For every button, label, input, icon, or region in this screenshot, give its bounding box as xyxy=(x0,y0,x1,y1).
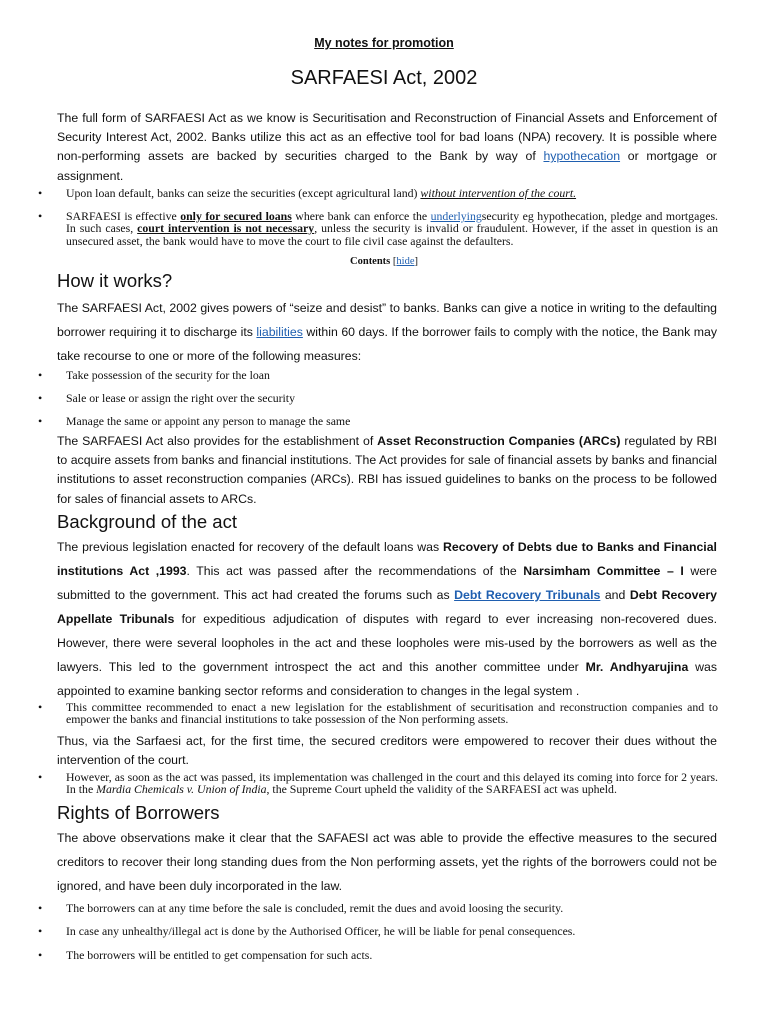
background-paragraph xyxy=(57,535,717,703)
rights-bullet-1 xyxy=(38,902,718,914)
bullet-icon: • xyxy=(38,901,43,915)
paragraph-text: for expeditious adjudication of disputes with regard to ever increasing non-recovered dues. However, there were several loopholes in the act and these loopholes were mis-used by the borrowers as well as the lawyers. This led to the government introspect the act and this another committee under xyxy=(57,612,717,674)
bullet-text: However, as soon as the act was passed, its implementation was challenged in the court and this delayed its coming into force for 2 years. In the xyxy=(66,770,718,797)
bracket: ] xyxy=(414,256,418,267)
bullet-icon: • xyxy=(38,391,43,405)
bullet-text: Sale or lease or assign the right over the security xyxy=(66,391,295,405)
bullet-emphasis: only for secured loans xyxy=(180,209,292,223)
section-heading-background: Background of the act xyxy=(57,511,237,532)
bullet-emphasis: without intervention of the court. xyxy=(420,186,577,200)
bullet-text: In case any unhealthy/illegal act is done by the Authorised Officer, he will be liable for penal consequences. xyxy=(66,924,576,938)
paragraph-emphasis: Asset Reconstruction Companies (ARCs) xyxy=(377,434,621,448)
sarfaesi-empowered-paragraph: Thus, via the Sarfaesi act, for the first time, the secured creditors were empowered to recover their dues without the intervention of the court. xyxy=(57,734,717,768)
implementation-bullet xyxy=(38,771,718,796)
section-heading-how-it-works: How it works? xyxy=(57,270,173,291)
intro-text-end: or mortgage or assignment. xyxy=(57,149,717,183)
intro-bullet-2 xyxy=(38,210,718,247)
bullet-text: where bank can enforce the xyxy=(291,209,431,223)
bullet-icon: • xyxy=(38,368,43,382)
paragraph-text: The SARFAESI Act, 2002 gives powers of “seize and desist” to banks. Banks can give a notice in writing to the defaulting borrower requiring it to discharge its xyxy=(57,301,717,339)
arc-paragraph xyxy=(57,432,717,509)
underlying-link[interactable]: underlying xyxy=(430,209,482,223)
bullet-text: The borrowers can at any time before the sale is concluded, remit the dues and avoid loosing the security. xyxy=(66,901,564,915)
bullet-text: SARFAESI is effective xyxy=(66,209,181,223)
liabilities-link[interactable]: liabilities xyxy=(256,325,303,339)
bullet-icon: • xyxy=(38,948,43,962)
bullet-text: This committee recommended to enact a new legislation for the establishment of securitisation and reconstruction companies and to empower the banks and financial institutions to take possession of the Non performing assets. xyxy=(66,700,718,727)
intro-paragraph xyxy=(57,109,717,186)
intro-text: The full form of SARFAESI Act as we know is Securitisation and Reconstruction of Financial Assets and Enforcement of Security Interest Act, 2002. Banks utilize this act as an effective tool for bad loans (NPA) recovery. It is possible where non-performing assets are backed by securities charged to the Bank by way of xyxy=(57,111,717,164)
paragraph-text: and xyxy=(600,588,630,602)
paragraph-text: regulated by RBI to acquire assets from banks and financial institutions. The Act provides for sale of financial assets by banks and financial institutions to asset reconstruction companies (ARCs). RBI has issued guidelines to banks on the process to be followed for sales of financial assets to ARCs. xyxy=(57,434,717,506)
note-title: My notes for promotion xyxy=(314,36,454,50)
bullet-icon: • xyxy=(38,414,43,428)
bullet-text: , unless the security is invalid or fraudulent. However, if the asset in question is an unsecured asset, the bank would have to move the court to file civil case against the defaulters. xyxy=(66,221,719,248)
paragraph-emphasis: Mr. Andhyarujina xyxy=(585,660,689,674)
bullet-icon: • xyxy=(38,924,43,938)
contents-toc xyxy=(0,256,768,267)
case-name: Mardia Chemicals v. Union of India xyxy=(96,782,267,797)
bullet-icon: • xyxy=(38,770,43,784)
paragraph-text: were submitted to the government. This act had created the forums such as xyxy=(57,564,717,602)
bullet-text: The borrowers will be entitled to get compensation for such acts. xyxy=(66,948,373,962)
debt-recovery-tribunals-link[interactable]: Debt Recovery Tribunals xyxy=(454,588,601,602)
bullet-text: Manage the same or appoint any person to manage the same xyxy=(66,414,351,428)
rights-paragraph: The above observations make it clear that the SAFAESI act was able to provide the effective measures to the secured creditors to recover their long standing dues from the Non performing assets, yet the rights of the borrowers could not be ignored, and have been duly incorporated in the law. xyxy=(57,831,717,893)
bullet-text: security eg hypothecation, pledge and mortgages. In such cases, xyxy=(66,209,718,236)
section-heading-rights: Rights of Borrowers xyxy=(57,802,220,823)
bullet-icon: • xyxy=(38,700,43,714)
paragraph-text: within 60 days. If the borrower fails to comply with the notice, the Bank may take recourse to one or more of the following measures: xyxy=(57,325,717,363)
how-it-works-paragraph xyxy=(57,296,717,368)
measure-bullet-2 xyxy=(38,392,718,404)
paragraph-text: . This act was passed after the recommendations of the xyxy=(186,564,524,578)
bullet-text: Upon loan default, banks can seize the securities (except agricultural land) xyxy=(66,186,421,200)
bullet-text: , the Supreme Court upheld the validity of the SARFAESI act was upheld. xyxy=(266,782,617,797)
paragraph-text: was appointed to examine banking sector reforms and consideration to changes in the legal system . xyxy=(57,660,717,698)
bullet-icon: • xyxy=(38,209,43,223)
measure-bullet-3 xyxy=(38,415,718,427)
hypothecation-link[interactable]: hypothecation xyxy=(543,149,621,164)
paragraph-emphasis: Recovery of Debts due to Banks and Financial institutions Act ,1993 xyxy=(57,540,717,578)
contents-hide-toggle[interactable]: hide xyxy=(396,256,415,267)
paragraph-text: The SARFAESI Act also provides for the establishment of xyxy=(57,434,378,448)
rights-bullet-3 xyxy=(38,949,718,961)
paragraph-text: The previous legislation enacted for recovery of the default loans was xyxy=(57,540,444,554)
committee-bullet xyxy=(38,701,718,726)
rights-bullet-2 xyxy=(38,925,718,937)
bullet-emphasis: court intervention is not necessary xyxy=(137,221,315,236)
bullet-text: Take possession of the security for the loan xyxy=(66,368,270,382)
intro-bullet-1 xyxy=(38,187,718,199)
page-title: SARFAESI Act, 2002 xyxy=(290,67,478,89)
paragraph-emphasis: Debt Recovery Appellate Tribunals xyxy=(57,588,717,626)
bracket: [ xyxy=(392,256,397,267)
paragraph-emphasis: Narsimham Committee – I xyxy=(523,564,684,578)
measure-bullet-1 xyxy=(38,369,718,381)
contents-label: Contents xyxy=(350,256,391,267)
bullet-icon: • xyxy=(38,186,43,200)
